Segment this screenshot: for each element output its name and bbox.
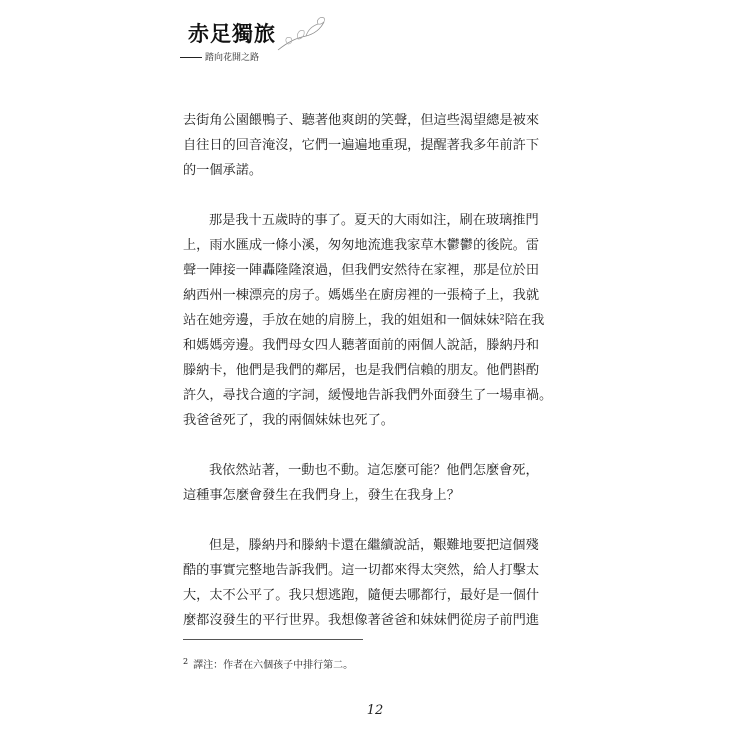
footnote-divider <box>183 639 363 640</box>
running-header <box>180 14 320 63</box>
body-text <box>183 108 573 658</box>
text-line: 去街角公園餵鴨子、聽著他爽朗的笑聲，但這些渴望總是被來 <box>183 113 540 128</box>
subtitle-text: 踏向花開之路 <box>205 53 260 63</box>
text-line: 站在她旁邊，手放在她的肩膀上，我的姐姐和一個妹妹²陪在我 <box>183 313 545 328</box>
footnote-text: 譯注：作者在六個孩子中排行第二。 <box>193 660 354 671</box>
text-line: 酷的事實完整地告訴我們。這一切都來得太突然，給人打擊太 <box>183 563 540 578</box>
text-line: 自往日的回音淹沒，它們一遍遍地重現，提醒著我多年前許下 <box>183 138 540 153</box>
paragraph-3 <box>183 458 573 508</box>
text-line: 聲一陣接一陣轟隆隆滾過，但我們安然待在家裡，那是位於田 <box>183 263 540 278</box>
text-line: 大，太不公平了。我只想逃跑，隨便去哪都行，最好是一個什 <box>183 588 540 603</box>
text-line: 我依然站著，一動也不動。這怎麼可能？他們怎麼會死， <box>209 463 539 478</box>
subtitle-dash <box>180 57 202 58</box>
footnote-mark: 2 <box>183 656 189 666</box>
text-line: 上，雨水匯成一條小溪，匆匆地流進我家草木鬱鬱的後院。雷 <box>183 238 540 253</box>
text-line: 許久，尋找合適的字詞，緩慢地告訴我們外面發生了一場車禍。 <box>183 388 553 403</box>
book-title: 赤足獨旅 <box>188 21 276 46</box>
text-line: 納西州一棟漂亮的房子。媽媽坐在廚房裡的一張椅子上，我就 <box>183 288 540 303</box>
text-line: 滕納卡，他們是我們的鄰居，也是我們信賴的朋友。他們斟酌 <box>183 363 540 378</box>
text-line: 麼都沒發生的平行世界。我想像著爸爸和妹妹們從房子前門進 <box>183 613 540 628</box>
text-line: 那是我十五歲時的事了。夏天的大雨如注，刷在玻璃推門 <box>209 213 539 228</box>
text-line: 的一個承諾。 <box>183 163 263 178</box>
footnote <box>183 656 353 671</box>
book-subtitle <box>180 50 259 63</box>
paragraph-2 <box>183 208 573 433</box>
paragraph-4 <box>183 533 573 633</box>
text-line: 我爸爸死了，我的兩個妹妹也死了。 <box>183 413 394 428</box>
text-line: 但是，滕納丹和滕納卡還在繼續說話，艱難地要把這個殘 <box>209 538 539 553</box>
paragraph-1 <box>183 108 573 183</box>
text-line: 這種事怎麼會發生在我們身上，發生在我身上？ <box>183 488 460 503</box>
flower-ornament-icon <box>272 12 328 54</box>
text-line: 和媽媽旁邊。我們母女四人聽著面前的兩個人說話，滕納丹和 <box>183 338 540 353</box>
page-number: 12 <box>366 703 384 718</box>
